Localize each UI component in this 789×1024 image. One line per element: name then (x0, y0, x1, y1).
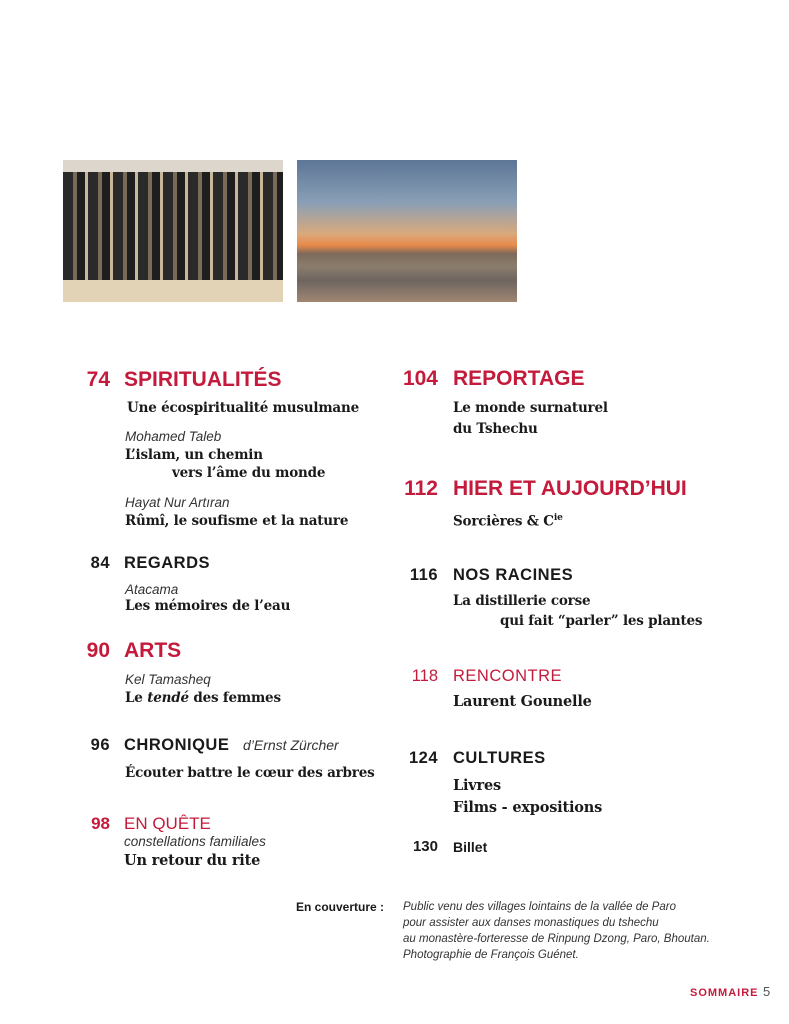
photo-atacama-desert (297, 160, 517, 302)
article-title[interactable]: du Tshechu (453, 421, 538, 437)
article-title[interactable]: La distillerie corse (453, 593, 591, 609)
page-number[interactable]: 96 (90, 736, 110, 754)
section-title-regards[interactable]: REGARDS (124, 554, 211, 572)
article-title[interactable]: Le monde surnaturel (453, 400, 608, 416)
cover-caption-line: Public venu des villages lointains de la vallée de Paro (403, 901, 676, 913)
cover-caption-line: Photographie de François Guénet. (403, 949, 579, 961)
article-author: Kel Tamasheq (125, 672, 211, 687)
article-author: Mohamed Taleb (125, 429, 222, 444)
section-title-cultures[interactable]: CULTURES (453, 749, 546, 767)
cover-label: En couverture : (296, 900, 385, 914)
section-title-en-quete[interactable]: EN QUÊTE (124, 814, 211, 833)
title-part: Le (125, 690, 148, 706)
footer-page-number: 5 (763, 984, 771, 999)
cover-caption-line: pour assister aux danses monastiques du tshechu (403, 917, 659, 929)
section-title-arts[interactable]: ARTS (124, 639, 182, 662)
page-number[interactable]: 118 (411, 667, 438, 685)
page-number[interactable]: 90 (86, 639, 110, 662)
article-title[interactable]: Laurent Gounelle (453, 693, 592, 710)
page-number[interactable]: 104 (402, 367, 438, 390)
title-part: Sorcières & C (453, 513, 554, 530)
page-number[interactable]: 112 (404, 477, 438, 500)
article-title[interactable]: Écouter battre le cœur des arbres (125, 765, 375, 781)
cover-caption-line: au monastère-forteresse de Rinpung Dzong, Paro, Bhoutan. (403, 933, 710, 945)
article-title[interactable]: Films - expositions (453, 799, 603, 816)
photo-tuareg-dancers (63, 160, 283, 302)
article-title[interactable]: L’islam, un chemin (125, 447, 263, 463)
section-title-rencontre[interactable]: RENCONTRE (453, 667, 563, 685)
article-title[interactable]: Une écospiritualité musulmane (127, 400, 359, 416)
section-title-hier-aujourdhui[interactable]: HIER ET AUJOURD’HUI (453, 477, 687, 500)
section-title-reportage[interactable]: REPORTAGE (453, 367, 585, 390)
title-part: des femmes (188, 690, 281, 706)
article-author: Hayat Nur Artıran (125, 495, 230, 510)
article-title[interactable]: vers l’âme du monde (172, 465, 326, 481)
article-title[interactable] (453, 508, 563, 532)
article-author: constellations familiales (124, 834, 266, 849)
title-superscript: ie (553, 513, 563, 523)
footer-section: SOMMAIRE (690, 987, 759, 999)
page-number[interactable]: 98 (91, 814, 110, 833)
page-number[interactable]: 130 (412, 838, 438, 855)
section-title-billet[interactable]: Billet (453, 839, 488, 855)
article-author: Atacama (125, 582, 179, 597)
page-number[interactable]: 124 (408, 749, 438, 767)
section-title-spiritualites[interactable]: SPIRITUALITÉS (124, 368, 282, 391)
section-title-nos-racines[interactable]: NOS RACINES (453, 566, 574, 584)
article-title[interactable]: Les mémoires de l’eau (125, 598, 291, 614)
article-title[interactable] (125, 688, 281, 708)
title-part-italic: tendé (147, 690, 189, 706)
article-title[interactable]: qui fait “parler” les plantes (500, 613, 703, 629)
chronique-byline: d’Ernst Zürcher (243, 737, 339, 753)
article-title[interactable]: Rûmî, le soufisme et la nature (125, 513, 349, 529)
article-title[interactable]: Livres (453, 777, 501, 794)
page-number[interactable]: 116 (409, 566, 438, 584)
page-number[interactable]: 74 (86, 368, 110, 391)
article-title[interactable]: Un retour du rite (124, 852, 261, 869)
section-title-chronique[interactable]: CHRONIQUE (124, 736, 230, 754)
page-number[interactable]: 84 (90, 554, 110, 572)
